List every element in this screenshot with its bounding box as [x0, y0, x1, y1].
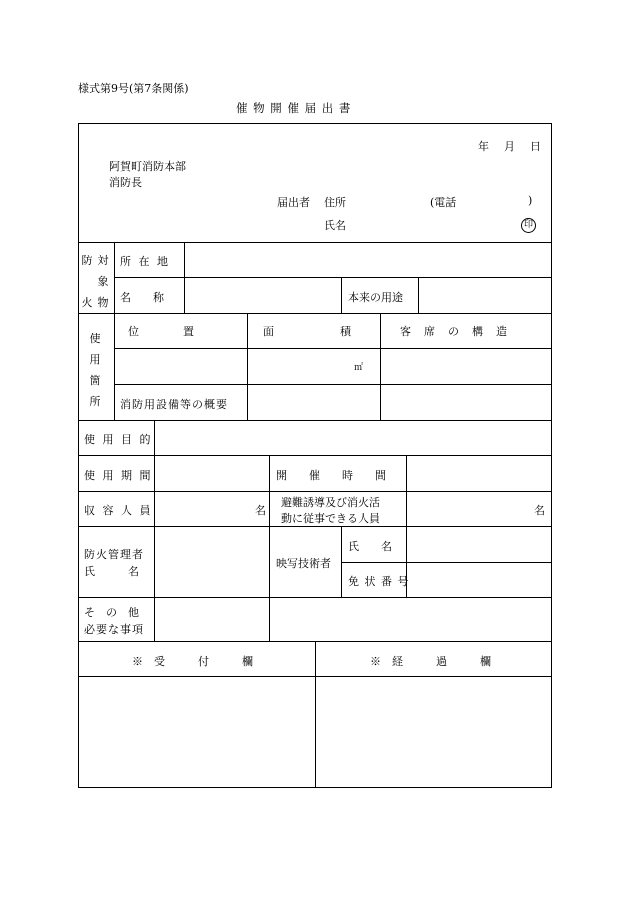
area-label: 面 積 [263, 325, 351, 338]
other-label-line1: そ の 他 [84, 606, 139, 619]
license-number-label: 免 状 番 号 [348, 575, 410, 588]
capacity-unit: 名 [255, 504, 266, 517]
location-label: 所 在 地 [120, 255, 170, 268]
fire-manager-label-line1: 防火管理者 [84, 548, 144, 561]
address-label: 住所 [324, 196, 346, 209]
fire-target-label-col2: 対 象 物 [97, 254, 109, 309]
name-label: 氏名 [324, 219, 346, 232]
original-use-label: 本来の用途 [348, 291, 403, 304]
use-area-label: 使 用 箇 所 [89, 332, 101, 408]
seal-mark: 印 [521, 218, 536, 233]
purpose-label: 使 用 目 的 [84, 433, 153, 446]
form-title: 催 物 開 催 届 出 書 [236, 101, 352, 115]
hours-label: 開 催 時 間 [276, 469, 386, 482]
phone-open: (電話 [430, 196, 457, 209]
progress-label: ※ 経 過 欄 [370, 655, 491, 668]
reception-label: ※ 受 付 欄 [132, 655, 253, 668]
projectionist-name-label: 氏 名 [348, 540, 392, 553]
recipient-title: 消防長 [109, 176, 142, 189]
period-label: 使 用 期 間 [84, 469, 153, 482]
evac-label-line2: 動に従事できる人員 [281, 512, 380, 525]
capacity-label: 収 容 人 員 [84, 504, 153, 517]
facility-name-label: 名 称 [120, 291, 164, 304]
projectionist-label: 映写技術者 [276, 557, 331, 570]
recipient-office: 阿賀町消防本部 [109, 160, 186, 173]
phone-close: ) [528, 194, 533, 207]
applicant-label: 届出者 [277, 196, 310, 209]
seat-structure-label: 客 席 の 構 造 [400, 325, 508, 338]
evac-unit: 名 [534, 504, 545, 517]
fire-target-label-col1: 防 火 [81, 254, 93, 309]
fire-equipment-label: 消防用設備等の概要 [120, 398, 228, 411]
evac-label-line1: 避難誘導及び消火活 [281, 496, 380, 509]
date-line: 年 月 日 [478, 140, 543, 153]
form-number: 様式第9号(第7条関係) [78, 82, 189, 95]
position-label: 位 置 [128, 325, 194, 338]
other-label-line2: 必要な事項 [84, 623, 144, 636]
fire-manager-label-line2: 氏 名 [84, 565, 139, 578]
area-unit: ㎡ [354, 363, 364, 373]
